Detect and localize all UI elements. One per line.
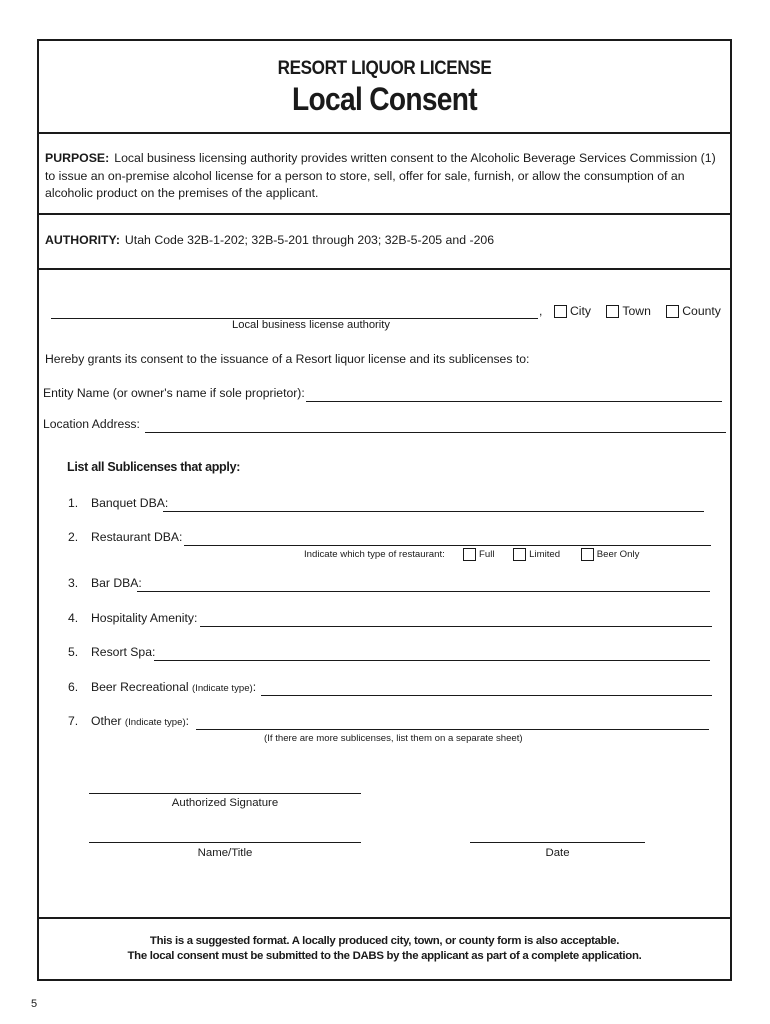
name-title-caption: Name/Title [197, 847, 253, 859]
other-field[interactable] [196, 729, 709, 730]
resort-spa-field[interactable] [154, 660, 710, 661]
page-number: 5 [31, 998, 38, 1010]
footer-note-2: The local consent must be submitted to the DABS by the applicant as part of a complete application. [127, 950, 642, 962]
more-sublicenses-note: (If there are more sublicenses, list them on a separate sheet) [264, 733, 523, 744]
restaurant-dba-field[interactable] [184, 545, 711, 546]
checkbox-county[interactable] [666, 304, 721, 318]
sublicense-number: 7. [68, 714, 79, 728]
indicate-type-hint: (Indicate type) [124, 717, 186, 728]
checkbox-label: Limited [529, 549, 561, 560]
authority-section [45, 232, 494, 250]
hospitality-amenity-field[interactable] [200, 626, 712, 627]
checkbox-box[interactable] [666, 305, 679, 318]
checkbox-box[interactable] [463, 548, 476, 561]
hospitality-amenity-label: Hospitality Amenity: [91, 611, 198, 625]
restaurant-dba-label: Restaurant DBA: [91, 530, 183, 544]
checkbox-box[interactable] [513, 548, 526, 561]
divider [39, 213, 730, 215]
sublicense-number: 2. [68, 530, 79, 544]
checkbox-box[interactable] [606, 305, 619, 318]
beer-recreational-text: Beer Recreational [91, 680, 189, 694]
checkbox-limited[interactable] [513, 548, 560, 561]
form-frame [37, 39, 732, 981]
authority-text: Utah Code 32B-1-202; 32B-5-201 through 203; 32B-5-205 and -206 [124, 233, 495, 247]
licensing-authority-caption: Local business license authority [232, 319, 390, 331]
checkbox-label: County [682, 304, 721, 318]
checkbox-beer-only[interactable] [581, 548, 640, 561]
other-text: Other [91, 714, 122, 728]
date-field[interactable] [470, 842, 645, 843]
colon: : [185, 714, 190, 728]
checkbox-label: City [570, 304, 591, 318]
location-address-label: Location Address: [43, 417, 140, 431]
name-title-field[interactable] [89, 842, 361, 843]
banquet-dba-label: Banquet DBA: [91, 496, 169, 510]
checkbox-city[interactable] [554, 304, 591, 318]
authority-label: AUTHORITY: [45, 233, 120, 247]
checkbox-box[interactable] [581, 548, 594, 561]
bar-dba-label: Bar DBA: [91, 576, 142, 590]
restaurant-type-prompt: Indicate which type of restaurant: [304, 549, 445, 560]
beer-recreational-field[interactable] [261, 695, 712, 696]
checkbox-town[interactable] [606, 304, 650, 318]
divider [39, 917, 730, 919]
grant-text: Hereby grants its consent to the issuance of a Resort liquor license and its sublicenses to: [45, 352, 530, 366]
checkbox-label: Beer Only [596, 549, 640, 560]
sublicense-number: 5. [68, 645, 79, 659]
purpose-text: Local business licensing authority provides written consent to the Alcoholic Beverage Services Commission (1) to issue an on-premise alcohol license for a person to store, sell, offer for sale, furnish, or allow the consumption of an alcoholic product on the premises of the applicant. [45, 151, 716, 200]
divider [39, 132, 730, 134]
authorized-signature-field[interactable] [89, 793, 361, 794]
indicate-type-hint: (Indicate type) [191, 683, 253, 694]
sublicense-number: 6. [68, 680, 79, 694]
authorized-signature-caption: Authorized Signature [171, 797, 279, 809]
authority-type-options [554, 304, 721, 321]
location-address-field[interactable] [145, 432, 726, 433]
form-title: Local Consent [292, 81, 477, 117]
checkbox-box[interactable] [554, 305, 567, 318]
sublicense-number: 3. [68, 576, 79, 590]
resort-spa-label: Resort Spa: [91, 645, 156, 659]
other-label [91, 714, 189, 728]
banquet-dba-field[interactable] [163, 511, 704, 512]
entity-name-label: Entity Name (or owner's name if sole proprietor): [43, 386, 305, 400]
checkbox-label: Town [622, 304, 651, 318]
beer-recreational-label [91, 680, 256, 694]
entity-name-field[interactable] [306, 401, 722, 402]
comma: , [539, 304, 543, 318]
sublicenses-heading: List all Sublicenses that apply: [67, 460, 241, 474]
checkbox-full[interactable] [463, 548, 494, 561]
divider [39, 268, 730, 270]
checkbox-label: Full [479, 549, 495, 560]
form-supertitle: RESORT LIQUOR LICENSE [277, 58, 492, 79]
restaurant-type-options [463, 548, 639, 564]
purpose-label: PURPOSE: [45, 151, 110, 165]
colon: : [252, 680, 257, 694]
sublicense-number: 1. [68, 496, 79, 510]
sublicense-number: 4. [68, 611, 79, 625]
purpose-section [45, 150, 721, 203]
footer-note-1: This is a suggested format. A locally produced city, town, or county form is also acceptable. [149, 935, 620, 947]
date-caption: Date [545, 847, 570, 859]
bar-dba-field[interactable] [137, 591, 710, 592]
